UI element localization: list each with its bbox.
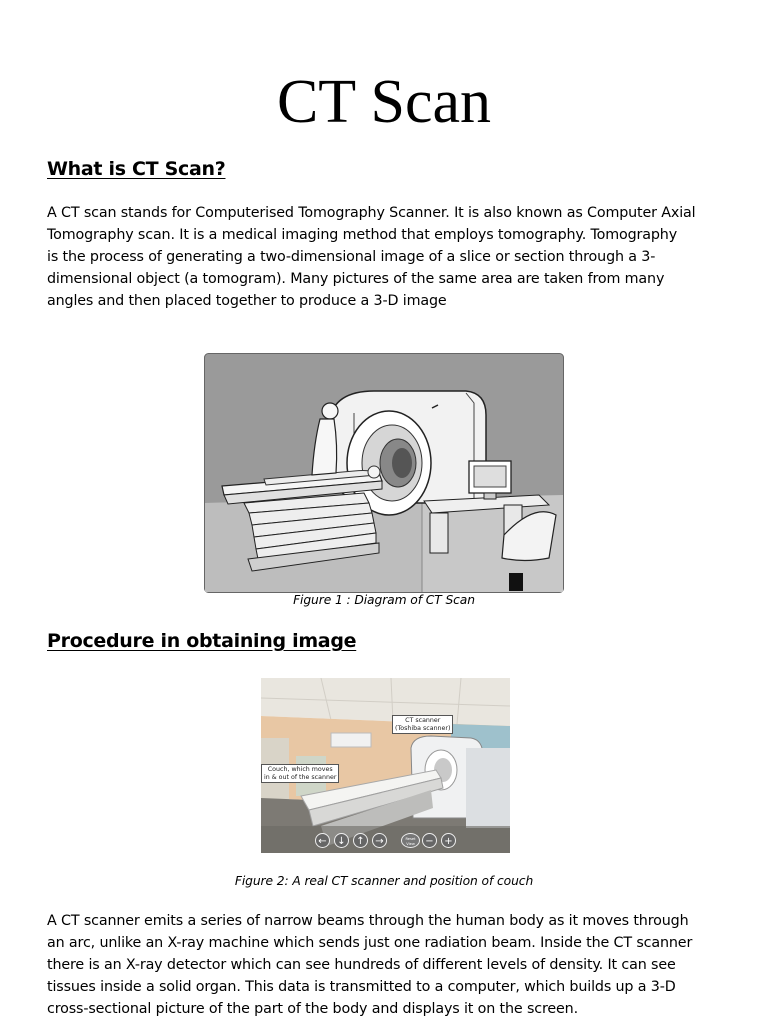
pan-up-button[interactable]: ↑ xyxy=(353,833,368,848)
paragraph-line: is the process of generating a two-dimensional image of a slice or section through a 3- xyxy=(47,249,656,265)
ct-scanner-callout: CT scanner (Toshiba scanner) xyxy=(392,715,453,734)
paragraph-line: A CT scanner emits a series of narrow beams through the human body as it moves through xyxy=(47,913,689,929)
section-heading-procedure: Procedure in obtaining image xyxy=(47,630,357,652)
intro-paragraph xyxy=(47,202,735,312)
reset-view-button[interactable]: Reset View xyxy=(401,833,420,848)
paragraph-line: there is an X-ray detector which can see hundreds of different levels of density. It can see xyxy=(47,957,676,973)
pan-left-button[interactable]: ← xyxy=(315,833,330,848)
paragraph-line: angles and then placed together to produce a 3-D image xyxy=(47,293,447,309)
paragraph-line: A CT scan stands for Computerised Tomography Scanner. It is also known as Computer Axial xyxy=(47,205,696,221)
pan-down-button[interactable]: ↓ xyxy=(334,833,349,848)
paragraph-line: an arc, unlike an X-ray machine which sends just one radiation beam. Inside the CT scanner xyxy=(47,935,693,951)
procedure-paragraph xyxy=(47,910,735,1020)
couch-callout: Couch, which moves in & out of the scanner xyxy=(261,764,339,783)
pan-right-button[interactable]: → xyxy=(372,833,387,848)
section-heading-what-is-ct: What is CT Scan? xyxy=(47,158,226,180)
paragraph-line: Tomography scan. It is a medical imaging method that employs tomography. Tomography xyxy=(47,227,678,243)
paragraph-line: dimensional object (a tomogram). Many pictures of the same area are taken from many xyxy=(47,271,665,287)
zoom-out-button[interactable]: − xyxy=(422,833,437,848)
zoom-in-button[interactable]: + xyxy=(441,833,456,848)
paragraph-line: tissues inside a solid organ. This data is transmitted to a computer, which builds up a 3-D xyxy=(47,979,676,995)
document-title: CT Scan xyxy=(276,68,492,136)
figure-2-caption: Figure 2: A real CT scanner and position of couch xyxy=(234,874,534,888)
figure-1-caption: Figure 1 : Diagram of CT Scan xyxy=(293,593,475,607)
paragraph-line: cross-sectional picture of the part of the body and displays it on the screen. xyxy=(47,1001,578,1017)
ct-scanner-photo xyxy=(261,678,510,853)
ct-scan-diagram-image xyxy=(204,353,564,593)
